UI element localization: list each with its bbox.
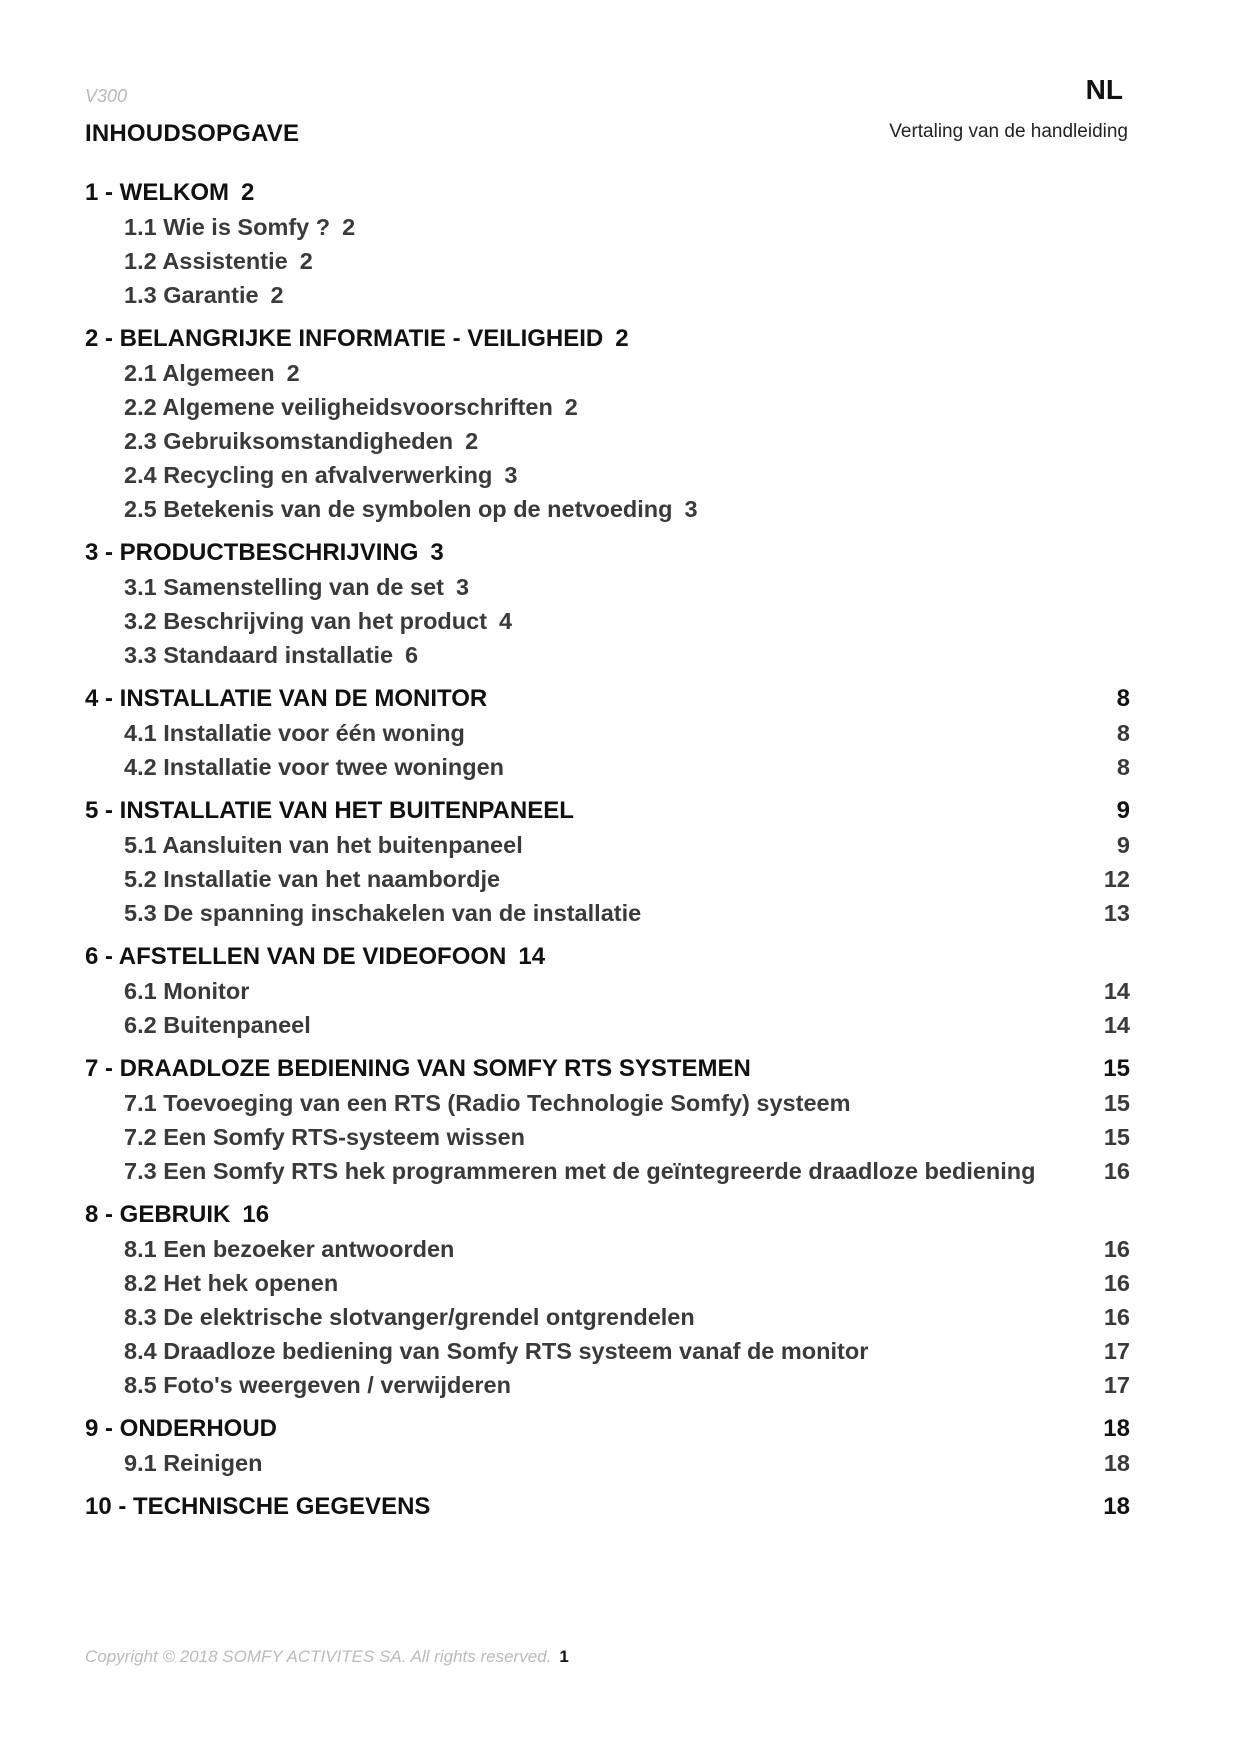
toc-entry-page: 6 bbox=[405, 642, 419, 668]
toc-chapter-page: 18 bbox=[1103, 1415, 1130, 1442]
toc-entry-page: 15 bbox=[1103, 1124, 1130, 1150]
toc-entry-label: 8.4 Draadloze bediening van Somfy RTS systeem vanaf de monitor bbox=[124, 1338, 869, 1364]
toc-chapter-page: 16 bbox=[242, 1201, 270, 1228]
toc-entry-label: 2.3 Gebruiksomstandigheden bbox=[124, 428, 454, 454]
toc-entry-page: 14 bbox=[1103, 978, 1130, 1004]
toc-chapter[interactable] bbox=[85, 682, 1130, 716]
model-label: V300 bbox=[85, 86, 128, 106]
toc-chapter[interactable] bbox=[85, 794, 1130, 828]
toc-entry[interactable] bbox=[85, 1266, 1130, 1300]
toc-entry-page: 12 bbox=[1103, 866, 1130, 892]
toc-chapter-label: 1 - WELKOM bbox=[85, 179, 229, 206]
toc-entry-label: 2.2 Algemene veiligheidsvoorschriften bbox=[124, 394, 553, 420]
toc-entry-label: 5.2 Installatie van het naambordje bbox=[124, 866, 501, 892]
toc-entry-page: 3 bbox=[504, 462, 518, 488]
toc-entry-page: 8 bbox=[1116, 720, 1130, 746]
toc-chapter-page: 15 bbox=[1103, 1055, 1130, 1082]
toc-section bbox=[85, 176, 1130, 312]
toc-entry[interactable] bbox=[85, 390, 1130, 424]
toc-entry[interactable] bbox=[85, 1232, 1130, 1266]
toc-entry-page: 8 bbox=[1116, 754, 1130, 780]
toc-entry-page: 9 bbox=[1116, 832, 1130, 858]
toc-entry-label: 7.1 Toevoeging van een RTS (Radio Technologie Somfy) systeem bbox=[124, 1090, 851, 1116]
toc-entry-page: 18 bbox=[1103, 1450, 1130, 1476]
toc-entry[interactable] bbox=[85, 604, 1130, 638]
toc-chapter[interactable] bbox=[85, 1052, 1130, 1086]
page-number: 1 bbox=[559, 1647, 569, 1666]
page-title: INHOUDSOPGAVE bbox=[85, 120, 300, 147]
toc-entry-page: 3 bbox=[684, 496, 698, 522]
footer bbox=[85, 1647, 569, 1667]
toc-chapter-label: 10 - TECHNISCHE GEGEVENS bbox=[85, 1493, 431, 1520]
toc-entry-label: 1.3 Garantie bbox=[124, 282, 259, 308]
toc-section bbox=[85, 682, 1130, 784]
toc-section bbox=[85, 794, 1130, 930]
toc-entry[interactable] bbox=[85, 750, 1130, 784]
toc-chapter-label: 3 - PRODUCTBESCHRIJVING bbox=[85, 539, 419, 566]
toc-entry[interactable] bbox=[85, 1154, 1130, 1188]
toc-entry[interactable] bbox=[85, 244, 1130, 278]
toc-chapter-page: 2 bbox=[241, 179, 255, 206]
toc-entry-page: 2 bbox=[564, 394, 578, 420]
toc-entry[interactable] bbox=[85, 356, 1130, 390]
toc-chapter[interactable] bbox=[85, 1490, 1130, 1524]
toc-entry-page: 16 bbox=[1103, 1158, 1130, 1184]
toc-section bbox=[85, 536, 1130, 672]
toc-chapter[interactable] bbox=[85, 536, 1130, 570]
toc-entry[interactable] bbox=[85, 210, 1130, 244]
table-of-contents bbox=[85, 176, 1130, 1534]
toc-entry-label: 9.1 Reinigen bbox=[124, 1450, 263, 1476]
language-code: NL bbox=[1085, 74, 1123, 105]
toc-entry[interactable] bbox=[85, 1334, 1130, 1368]
toc-entry[interactable] bbox=[85, 638, 1130, 672]
toc-section bbox=[85, 1490, 1130, 1524]
toc-chapter-label: 9 - ONDERHOUD bbox=[85, 1415, 278, 1442]
toc-chapter-page: 18 bbox=[1103, 1493, 1130, 1520]
toc-chapter-label: 6 - AFSTELLEN VAN DE VIDEOFOON bbox=[85, 943, 507, 970]
toc-entry-label: 7.3 Een Somfy RTS hek programmeren met de geïntegreerde draadloze bediening bbox=[124, 1158, 1036, 1184]
toc-chapter-page: 9 bbox=[1116, 797, 1130, 824]
toc-chapter-page: 2 bbox=[615, 325, 629, 352]
toc-entry-page: 16 bbox=[1103, 1304, 1130, 1330]
toc-chapter-label: 4 - INSTALLATIE VAN DE MONITOR bbox=[85, 685, 488, 712]
toc-entry[interactable] bbox=[85, 828, 1130, 862]
toc-entry-label: 3.2 Beschrijving van het product bbox=[124, 608, 488, 634]
toc-entry[interactable] bbox=[85, 424, 1130, 458]
toc-entry-label: 8.2 Het hek openen bbox=[124, 1270, 339, 1296]
toc-entry-page: 2 bbox=[342, 214, 356, 240]
toc-chapter-label: 5 - INSTALLATIE VAN HET BUITENPANEEL bbox=[85, 797, 574, 824]
toc-entry[interactable] bbox=[85, 570, 1130, 604]
toc-entry[interactable] bbox=[85, 896, 1130, 930]
toc-entry-page: 16 bbox=[1103, 1236, 1130, 1262]
toc-section bbox=[85, 1412, 1130, 1480]
toc-entry[interactable] bbox=[85, 716, 1130, 750]
toc-entry[interactable] bbox=[85, 1368, 1130, 1402]
toc-chapter[interactable] bbox=[85, 940, 1130, 974]
toc-chapter[interactable] bbox=[85, 322, 1130, 356]
toc-entry-label: 7.2 Een Somfy RTS-systeem wissen bbox=[124, 1124, 525, 1150]
toc-entry-page: 17 bbox=[1103, 1338, 1130, 1364]
toc-chapter-label: 8 - GEBRUIK bbox=[85, 1201, 231, 1228]
toc-entry-label: 8.5 Foto's weergeven / verwijderen bbox=[124, 1372, 511, 1398]
toc-entry[interactable] bbox=[85, 278, 1130, 312]
toc-entry-label: 8.1 Een bezoeker antwoorden bbox=[124, 1236, 455, 1262]
translation-note: Vertaling van de handleiding bbox=[889, 121, 1128, 142]
copyright-text: Copyright © 2018 SOMFY ACTIVITES SA. All rights reserved. bbox=[85, 1647, 552, 1666]
toc-entry-page: 16 bbox=[1103, 1270, 1130, 1296]
toc-entry-page: 15 bbox=[1103, 1090, 1130, 1116]
toc-entry-label: 1.2 Assistentie bbox=[124, 248, 288, 274]
toc-entry-label: 4.2 Installatie voor twee woningen bbox=[124, 754, 505, 780]
toc-entry-label: 1.1 Wie is Somfy ? bbox=[124, 214, 331, 240]
toc-entry[interactable] bbox=[85, 974, 1130, 1008]
toc-entry-label: 4.1 Installatie voor één woning bbox=[124, 720, 465, 746]
toc-section bbox=[85, 322, 1130, 526]
toc-entry[interactable] bbox=[85, 458, 1130, 492]
toc-chapter[interactable] bbox=[85, 1412, 1130, 1446]
toc-entry[interactable] bbox=[85, 492, 1130, 526]
toc-chapter-page: 8 bbox=[1116, 685, 1130, 712]
toc-entry-label: 3.1 Samenstelling van de set bbox=[124, 574, 444, 600]
toc-entry-page: 17 bbox=[1103, 1372, 1130, 1398]
toc-entry-label: 6.1 Monitor bbox=[124, 978, 250, 1004]
toc-entry-page: 2 bbox=[270, 282, 284, 308]
toc-section bbox=[85, 940, 1130, 1042]
toc-entry-label: 2.5 Betekenis van de symbolen op de netvoeding bbox=[124, 496, 673, 522]
toc-chapter-page: 3 bbox=[430, 539, 444, 566]
toc-section bbox=[85, 1052, 1130, 1188]
toc-entry-page: 3 bbox=[456, 574, 470, 600]
toc-entry-label: 6.2 Buitenpaneel bbox=[124, 1012, 311, 1038]
toc-entry[interactable] bbox=[85, 1446, 1130, 1480]
toc-entry-label: 3.3 Standaard installatie bbox=[124, 642, 394, 668]
toc-chapter-page: 14 bbox=[518, 943, 546, 970]
toc-entry-label: 5.3 De spanning inschakelen van de installatie bbox=[124, 900, 642, 926]
toc-entry-page: 2 bbox=[465, 428, 479, 454]
toc-chapter[interactable] bbox=[85, 1198, 1130, 1232]
toc-chapter-label: 7 - DRAADLOZE BEDIENING VAN SOMFY RTS SYSTEMEN bbox=[85, 1055, 751, 1082]
toc-entry-page: 4 bbox=[499, 608, 513, 634]
toc-entry[interactable] bbox=[85, 1008, 1130, 1042]
toc-entry-label: 2.1 Algemeen bbox=[124, 360, 275, 386]
toc-entry-page: 13 bbox=[1103, 900, 1130, 926]
toc-chapter[interactable] bbox=[85, 176, 1130, 210]
toc-entry-page: 2 bbox=[299, 248, 313, 274]
toc-chapter-label: 2 - BELANGRIJKE INFORMATIE - VEILIGHEID bbox=[85, 325, 604, 352]
toc-entry-page: 14 bbox=[1103, 1012, 1130, 1038]
toc-entry[interactable] bbox=[85, 1086, 1130, 1120]
toc-entry-label: 5.1 Aansluiten van het buitenpaneel bbox=[124, 832, 523, 858]
toc-entry-page: 2 bbox=[286, 360, 300, 386]
toc-entry[interactable] bbox=[85, 1300, 1130, 1334]
toc-entry[interactable] bbox=[85, 1120, 1130, 1154]
toc-entry-label: 8.3 De elektrische slotvanger/grendel ontgrendelen bbox=[124, 1304, 695, 1330]
toc-entry[interactable] bbox=[85, 862, 1130, 896]
toc-section bbox=[85, 1198, 1130, 1402]
toc-entry-label: 2.4 Recycling en afvalverwerking bbox=[124, 462, 493, 488]
